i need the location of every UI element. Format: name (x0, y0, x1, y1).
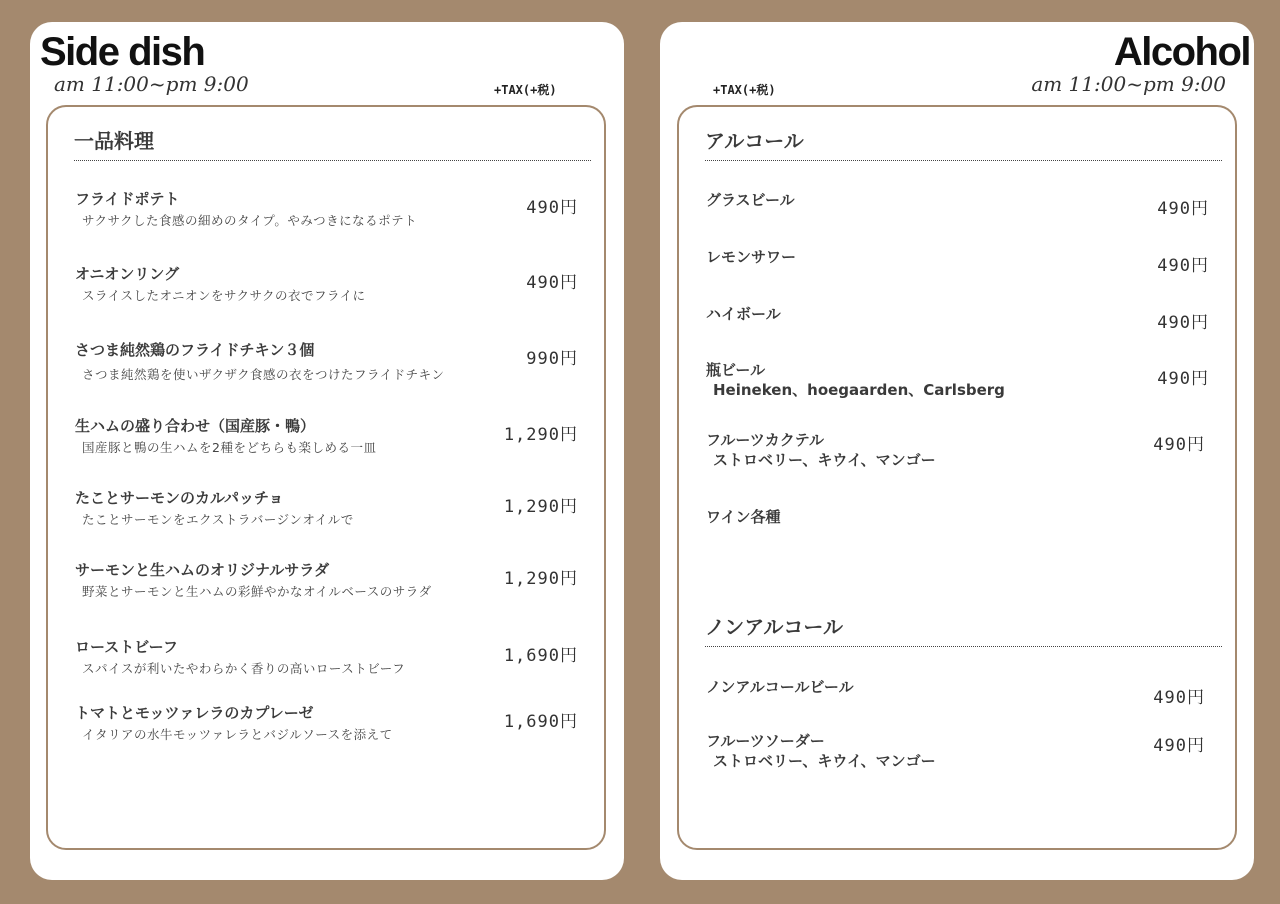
item-name: 瓶ビール (706, 361, 766, 379)
menu-item (706, 507, 1209, 527)
item-name: フライドポテト (75, 190, 180, 208)
menu-item (706, 731, 1209, 771)
side-dish-tax-note: +TAX(+税) (494, 83, 557, 97)
alcohol-title: Alcohol (1113, 30, 1250, 74)
item-price: 1,690円 (503, 646, 578, 666)
item-price: 490円 (1153, 435, 1205, 455)
item-name: さつま純然鶏のフライドチキン３個 (75, 341, 315, 359)
section-title-non-alcohol: ノンアルコール (705, 614, 1222, 647)
menu-item (706, 430, 1209, 470)
item-description: さつま純然鶏を使いザクザク食感の衣をつけたフライドチキン (82, 367, 445, 382)
menu-item (75, 637, 578, 678)
menu-item (75, 340, 578, 384)
item-price: 490円 (1153, 736, 1205, 756)
item-price: 1,290円 (503, 569, 578, 589)
item-name: ワイン各種 (706, 508, 781, 526)
menu-item (706, 677, 1209, 708)
item-name: グラスビール (706, 191, 795, 209)
menu-item (75, 703, 578, 744)
menu-item (75, 560, 578, 601)
item-description: たことサーモンをエクストラバージンオイルで (82, 512, 354, 527)
menu-item (706, 304, 1209, 333)
item-description: 野菜とサーモンと生ハムの彩鮮やかなオイルベースのサラダ (82, 584, 432, 599)
alcohol-tax-note: +TAX(+税) (713, 83, 776, 97)
item-variants: Heineken、hoegaarden、Carlsberg (713, 381, 1005, 399)
alcohol-card (660, 22, 1254, 880)
item-price: 990円 (526, 349, 578, 369)
item-name: トマトとモッツァレラのカプレーゼ (75, 704, 314, 722)
item-description: サクサクした食感の細めのタイプ。やみつきになるポテト (82, 213, 418, 228)
menu-item (75, 189, 578, 230)
item-price: 1,690円 (503, 712, 578, 732)
item-name: 生ハムの盛り合わせ（国産豚・鴨） (75, 417, 316, 435)
item-name: ハイボール (706, 305, 781, 323)
item-price: 490円 (1157, 369, 1209, 389)
item-description: スパイスが利いたやわらかく香りの高いローストビーフ (82, 661, 406, 676)
item-price: 490円 (526, 198, 578, 218)
item-description: スライスしたオニオンをサクサクの衣でフライに (82, 288, 366, 303)
item-price: 1,290円 (503, 497, 578, 517)
side-dish-hours: am 11:00~pm 9:00 (54, 72, 249, 96)
item-price: 1,290円 (503, 425, 578, 445)
menu-item (706, 190, 1209, 219)
menu-item (75, 416, 578, 457)
item-name: フルーツソーダー (706, 732, 825, 750)
side-dish-title: Side dish (40, 30, 205, 74)
menu-item (706, 360, 1209, 400)
side-dish-card (30, 22, 624, 880)
item-name: サーモンと生ハムのオリジナルサラダ (75, 561, 330, 579)
section-title-alcohol: アルコール (705, 128, 1222, 161)
item-name: フルーツカクテル (706, 431, 825, 449)
menu-item (706, 247, 1209, 276)
item-price: 490円 (1157, 199, 1209, 219)
item-name: ノンアルコールビール (706, 678, 854, 696)
section-title-ippin: 一品料理 (74, 128, 591, 161)
item-price: 490円 (526, 273, 578, 293)
item-description: 国産豚と鴨の生ハムを2種をどちらも楽しめる一皿 (82, 440, 377, 455)
item-name: レモンサワー (706, 248, 797, 266)
menu-item (75, 488, 578, 529)
item-description: イタリアの水牛モッツァレラとバジルソースを添えて (82, 727, 393, 742)
menu-item (75, 264, 578, 305)
item-price: 490円 (1157, 256, 1209, 276)
side-dish-menu-frame (46, 105, 606, 850)
item-variants: ストロベリー、キウイ、マンゴー (713, 752, 936, 770)
item-price: 490円 (1153, 688, 1205, 708)
item-name: たことサーモンのカルパッチョ (75, 489, 284, 507)
alcohol-hours: am 11:00~pm 9:00 (1031, 72, 1226, 96)
alcohol-menu-frame (677, 105, 1237, 850)
item-name: ローストビーフ (75, 638, 178, 656)
item-name: オニオンリング (75, 265, 180, 283)
item-price: 490円 (1157, 313, 1209, 333)
item-variants: ストロベリー、キウイ、マンゴー (713, 451, 936, 469)
